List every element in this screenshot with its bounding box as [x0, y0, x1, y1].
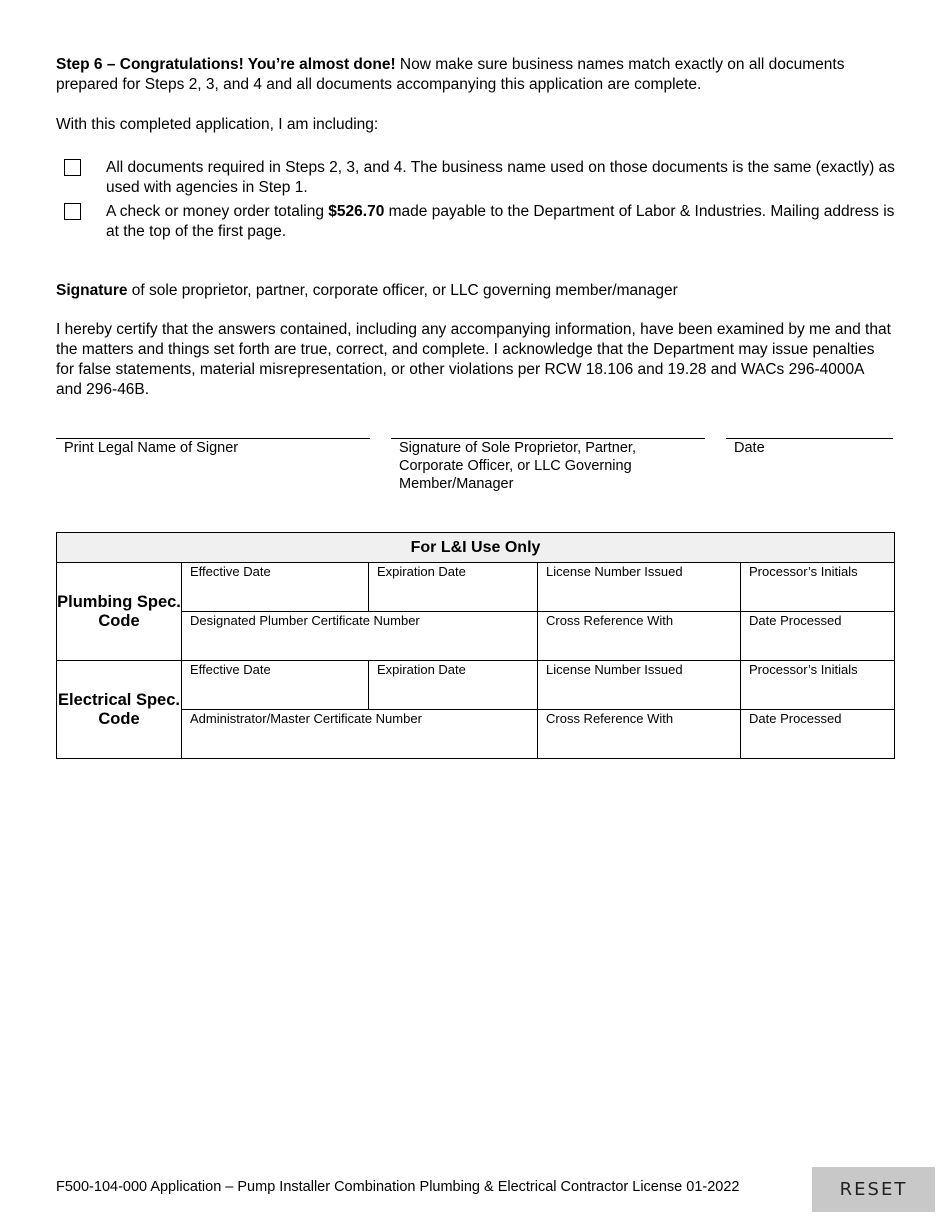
signature-label: Signature of Sole Proprietor, Partner, Corporate Officer, or LLC Governing Member/Manager [399, 440, 636, 492]
payment-text-before: A check or money order totaling [106, 203, 329, 220]
signature-heading: Signature [56, 282, 128, 299]
plumbing-certificate-number-label: Designated Plumber Certificate Number [190, 613, 420, 628]
plumbing-expiration-date-label: Expiration Date [377, 564, 466, 579]
electrical-certificate-number-cell[interactable] [182, 710, 538, 759]
electrical-effective-date-cell[interactable] [182, 661, 369, 710]
plumbing-effective-date-cell[interactable] [182, 563, 369, 612]
electrical-expiration-date-label: Expiration Date [377, 662, 466, 677]
electrical-processor-initials-cell[interactable] [741, 661, 895, 710]
signature-heading-rest: of sole proprietor, partner, corporate officer, or LLC governing member/manager [127, 282, 678, 299]
form-footer: F500-104-000 Application – Pump Installer Combination Plumbing & Electrical Contractor License 01-2022 [56, 1179, 740, 1195]
plumbing-spec-code-label: Plumbing Spec. Code [57, 563, 182, 661]
electrical-date-processed-label: Date Processed [749, 711, 842, 726]
payment-checkbox[interactable] [64, 203, 81, 220]
checklist-item-documents-text: All documents required in Steps 2, 3, and 4. The business name used on those documents is the same (exactly) as used with agencies in Step 1. [106, 159, 895, 196]
plumbing-date-processed-cell[interactable] [741, 612, 895, 661]
electrical-cross-reference-cell[interactable] [538, 710, 741, 759]
step6-paragraph [56, 55, 896, 95]
checklist-item-payment-text [106, 202, 896, 242]
including-intro: With this completed application, I am including: [56, 116, 379, 133]
plumbing-license-number-label: License Number Issued [546, 564, 683, 579]
certification-text: I hereby certify that the answers contained, including any accompanying information, have been examined by me and that the matters and things set forth are true, correct, and complete. I acknowledge that the Department may issue penalties for false statements, material misrepresentation, or other violations per RCW 18.106 and 19.28 and WACs 296-4000A and 296-46B. [56, 321, 891, 398]
office-use-table [56, 532, 895, 759]
plumbing-cross-reference-label: Cross Reference With [546, 613, 674, 628]
date-label: Date [734, 440, 765, 456]
electrical-date-processed-cell[interactable] [741, 710, 895, 759]
plumbing-processor-initials-cell[interactable] [741, 563, 895, 612]
office-use-title: For L&I Use Only [57, 533, 895, 563]
electrical-effective-date-label: Effective Date [190, 662, 271, 677]
electrical-processor-initials-label: Processor’s Initials [749, 662, 858, 677]
electrical-certificate-number-label: Administrator/Master Certificate Number [190, 711, 422, 726]
documents-checkbox[interactable] [64, 159, 81, 176]
electrical-expiration-date-cell[interactable] [369, 661, 538, 710]
electrical-license-number-label: License Number Issued [546, 662, 683, 677]
print-name-label: Print Legal Name of Signer [64, 440, 239, 456]
electrical-license-number-cell[interactable] [538, 661, 741, 710]
electrical-cross-reference-label: Cross Reference With [546, 711, 674, 726]
plumbing-license-number-cell[interactable] [538, 563, 741, 612]
plumbing-effective-date-label: Effective Date [190, 564, 271, 579]
plumbing-cross-reference-cell[interactable] [538, 612, 741, 661]
plumbing-processor-initials-label: Processor’s Initials [749, 564, 858, 579]
payment-amount: $526.70 [328, 203, 385, 220]
signature-heading-line [56, 281, 896, 301]
reset-button[interactable]: RESET [812, 1167, 935, 1212]
plumbing-expiration-date-cell[interactable] [369, 563, 538, 612]
step6-heading: Step 6 – Congratulations! You’re almost done! [56, 56, 396, 73]
step6-text: Now make sure business names match exactly on all documents prepared for Steps 2, 3, and 4 and all documents accompanying this application are complete. [56, 56, 845, 93]
plumbing-date-processed-label: Date Processed [749, 613, 842, 628]
payment-text-after: made payable to the Department of Labor & Industries. Mailing address is at the top of the first page. [106, 203, 895, 240]
plumbing-certificate-number-cell[interactable] [182, 612, 538, 661]
electrical-spec-code-label: Electrical Spec. Code [57, 661, 182, 759]
